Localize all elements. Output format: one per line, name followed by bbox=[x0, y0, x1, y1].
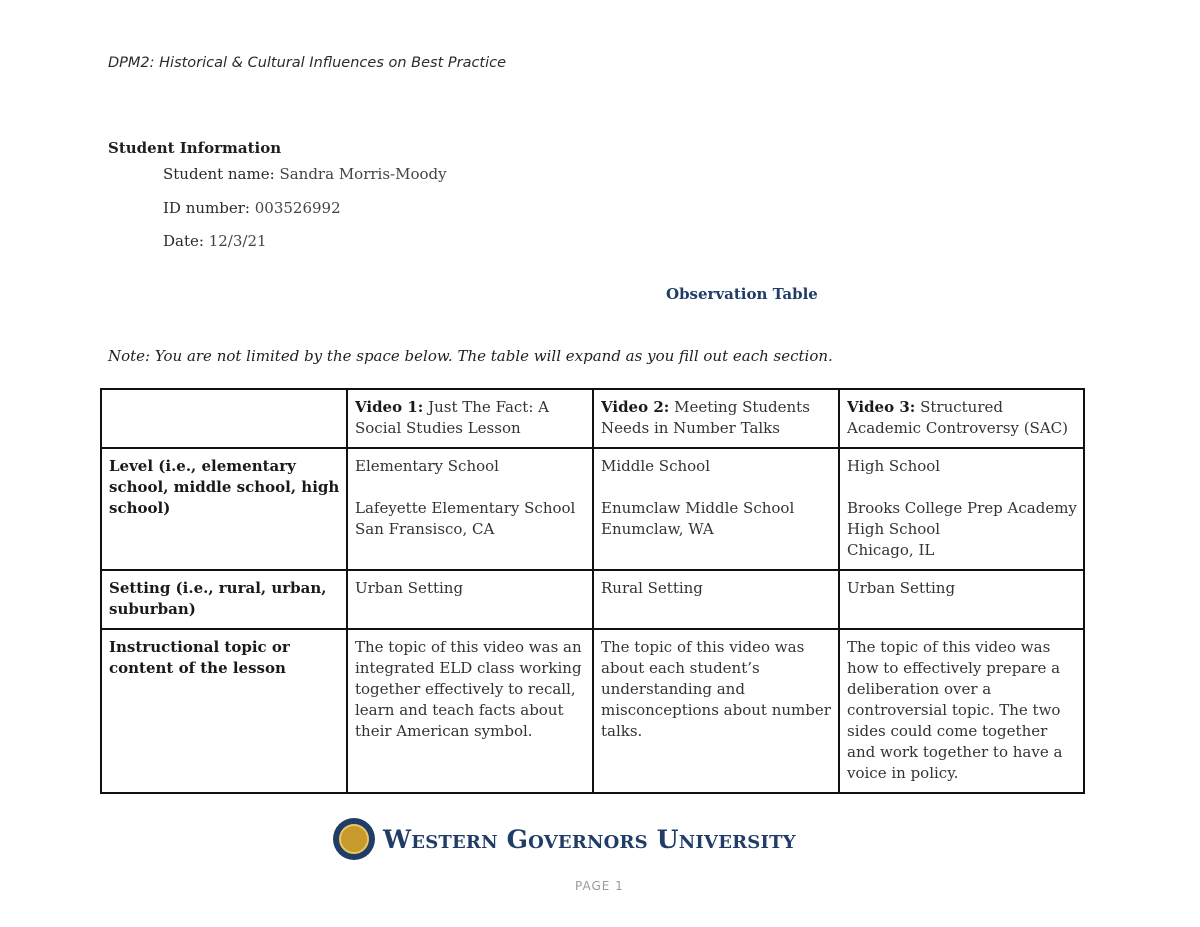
wgu-seal-icon bbox=[333, 818, 375, 860]
date-line bbox=[163, 232, 267, 250]
course-title: DPM2: Historical & Cultural Influences on Best Practice bbox=[108, 55, 507, 71]
video-2-label: Video 2: bbox=[601, 398, 670, 416]
video-1-label: Video 1: bbox=[355, 398, 424, 416]
video-2-title: Meeting Students Needs in Number Talks bbox=[601, 398, 810, 437]
video-3-title: Structured Academic Controversy (SAC) bbox=[847, 398, 1068, 437]
school-name: Brooks College Prep Academy High School bbox=[847, 499, 1077, 538]
id-number-label: ID number: bbox=[163, 199, 250, 217]
date-label: Date: bbox=[163, 232, 204, 250]
table-header-row bbox=[101, 389, 1084, 448]
setting-cell-video-3: Urban Setting bbox=[839, 570, 1084, 629]
level-cell-video-3 bbox=[839, 448, 1084, 570]
student-name-value: Sandra Morris-Moody bbox=[279, 165, 447, 183]
topic-cell-video-3: The topic of this video was how to effectively prepare a deliberation over a controversial topic. The two sides could come together and work together to have a voice in policy. bbox=[839, 629, 1084, 793]
page-number: PAGE 1 bbox=[575, 879, 624, 893]
setting-cell-video-2: Rural Setting bbox=[593, 570, 839, 629]
level-row bbox=[101, 448, 1084, 570]
topic-row bbox=[101, 629, 1084, 793]
level-value: High School bbox=[847, 457, 941, 475]
school-location: San Fransisco, CA bbox=[355, 520, 495, 538]
level-row-header: Level (i.e., elementary school, middle school, high school) bbox=[101, 448, 347, 570]
school-location: Enumclaw, WA bbox=[601, 520, 714, 538]
level-value: Middle School bbox=[601, 457, 710, 475]
setting-row bbox=[101, 570, 1084, 629]
date-value: 12/3/21 bbox=[208, 232, 267, 250]
school-location: Chicago, IL bbox=[847, 541, 935, 559]
school-name: Enumclaw Middle School bbox=[601, 499, 795, 517]
video-3-label: Video 3: bbox=[847, 398, 916, 416]
setting-cell-video-1: Urban Setting bbox=[347, 570, 593, 629]
level-cell-video-1 bbox=[347, 448, 593, 570]
wgu-logo bbox=[333, 818, 796, 860]
student-info-heading: Student Information bbox=[108, 139, 282, 157]
topic-cell-video-2: The topic of this video was about each student’s understanding and misconceptions about number talks. bbox=[593, 629, 839, 793]
level-cell-video-2 bbox=[593, 448, 839, 570]
id-number-value: 003526992 bbox=[254, 199, 341, 217]
column-header-video-2 bbox=[593, 389, 839, 448]
student-name-label: Student name: bbox=[163, 165, 275, 183]
wgu-wordmark: Western Governors University bbox=[383, 824, 796, 854]
level-value: Elementary School bbox=[355, 457, 499, 475]
table-note: Note: You are not limited by the space below. The table will expand as you fill out each section. bbox=[108, 347, 833, 365]
observation-table-title: Observation Table bbox=[666, 285, 818, 303]
video-1-title: Just The Fact: A Social Studies Lesson bbox=[355, 398, 549, 437]
student-name-line bbox=[163, 165, 447, 183]
setting-row-header: Setting (i.e., rural, urban, suburban) bbox=[101, 570, 347, 629]
id-number-line bbox=[163, 199, 341, 217]
column-header-video-1 bbox=[347, 389, 593, 448]
topic-cell-video-1: The topic of this video was an integrated ELD class working together effectively to recall, learn and teach facts about their American symbol. bbox=[347, 629, 593, 793]
school-name: Lafeyette Elementary School bbox=[355, 499, 576, 517]
table-corner-cell bbox=[101, 389, 347, 448]
observation-table bbox=[100, 388, 1085, 794]
column-header-video-3 bbox=[839, 389, 1084, 448]
topic-row-header: Instructional topic or content of the lesson bbox=[101, 629, 347, 793]
